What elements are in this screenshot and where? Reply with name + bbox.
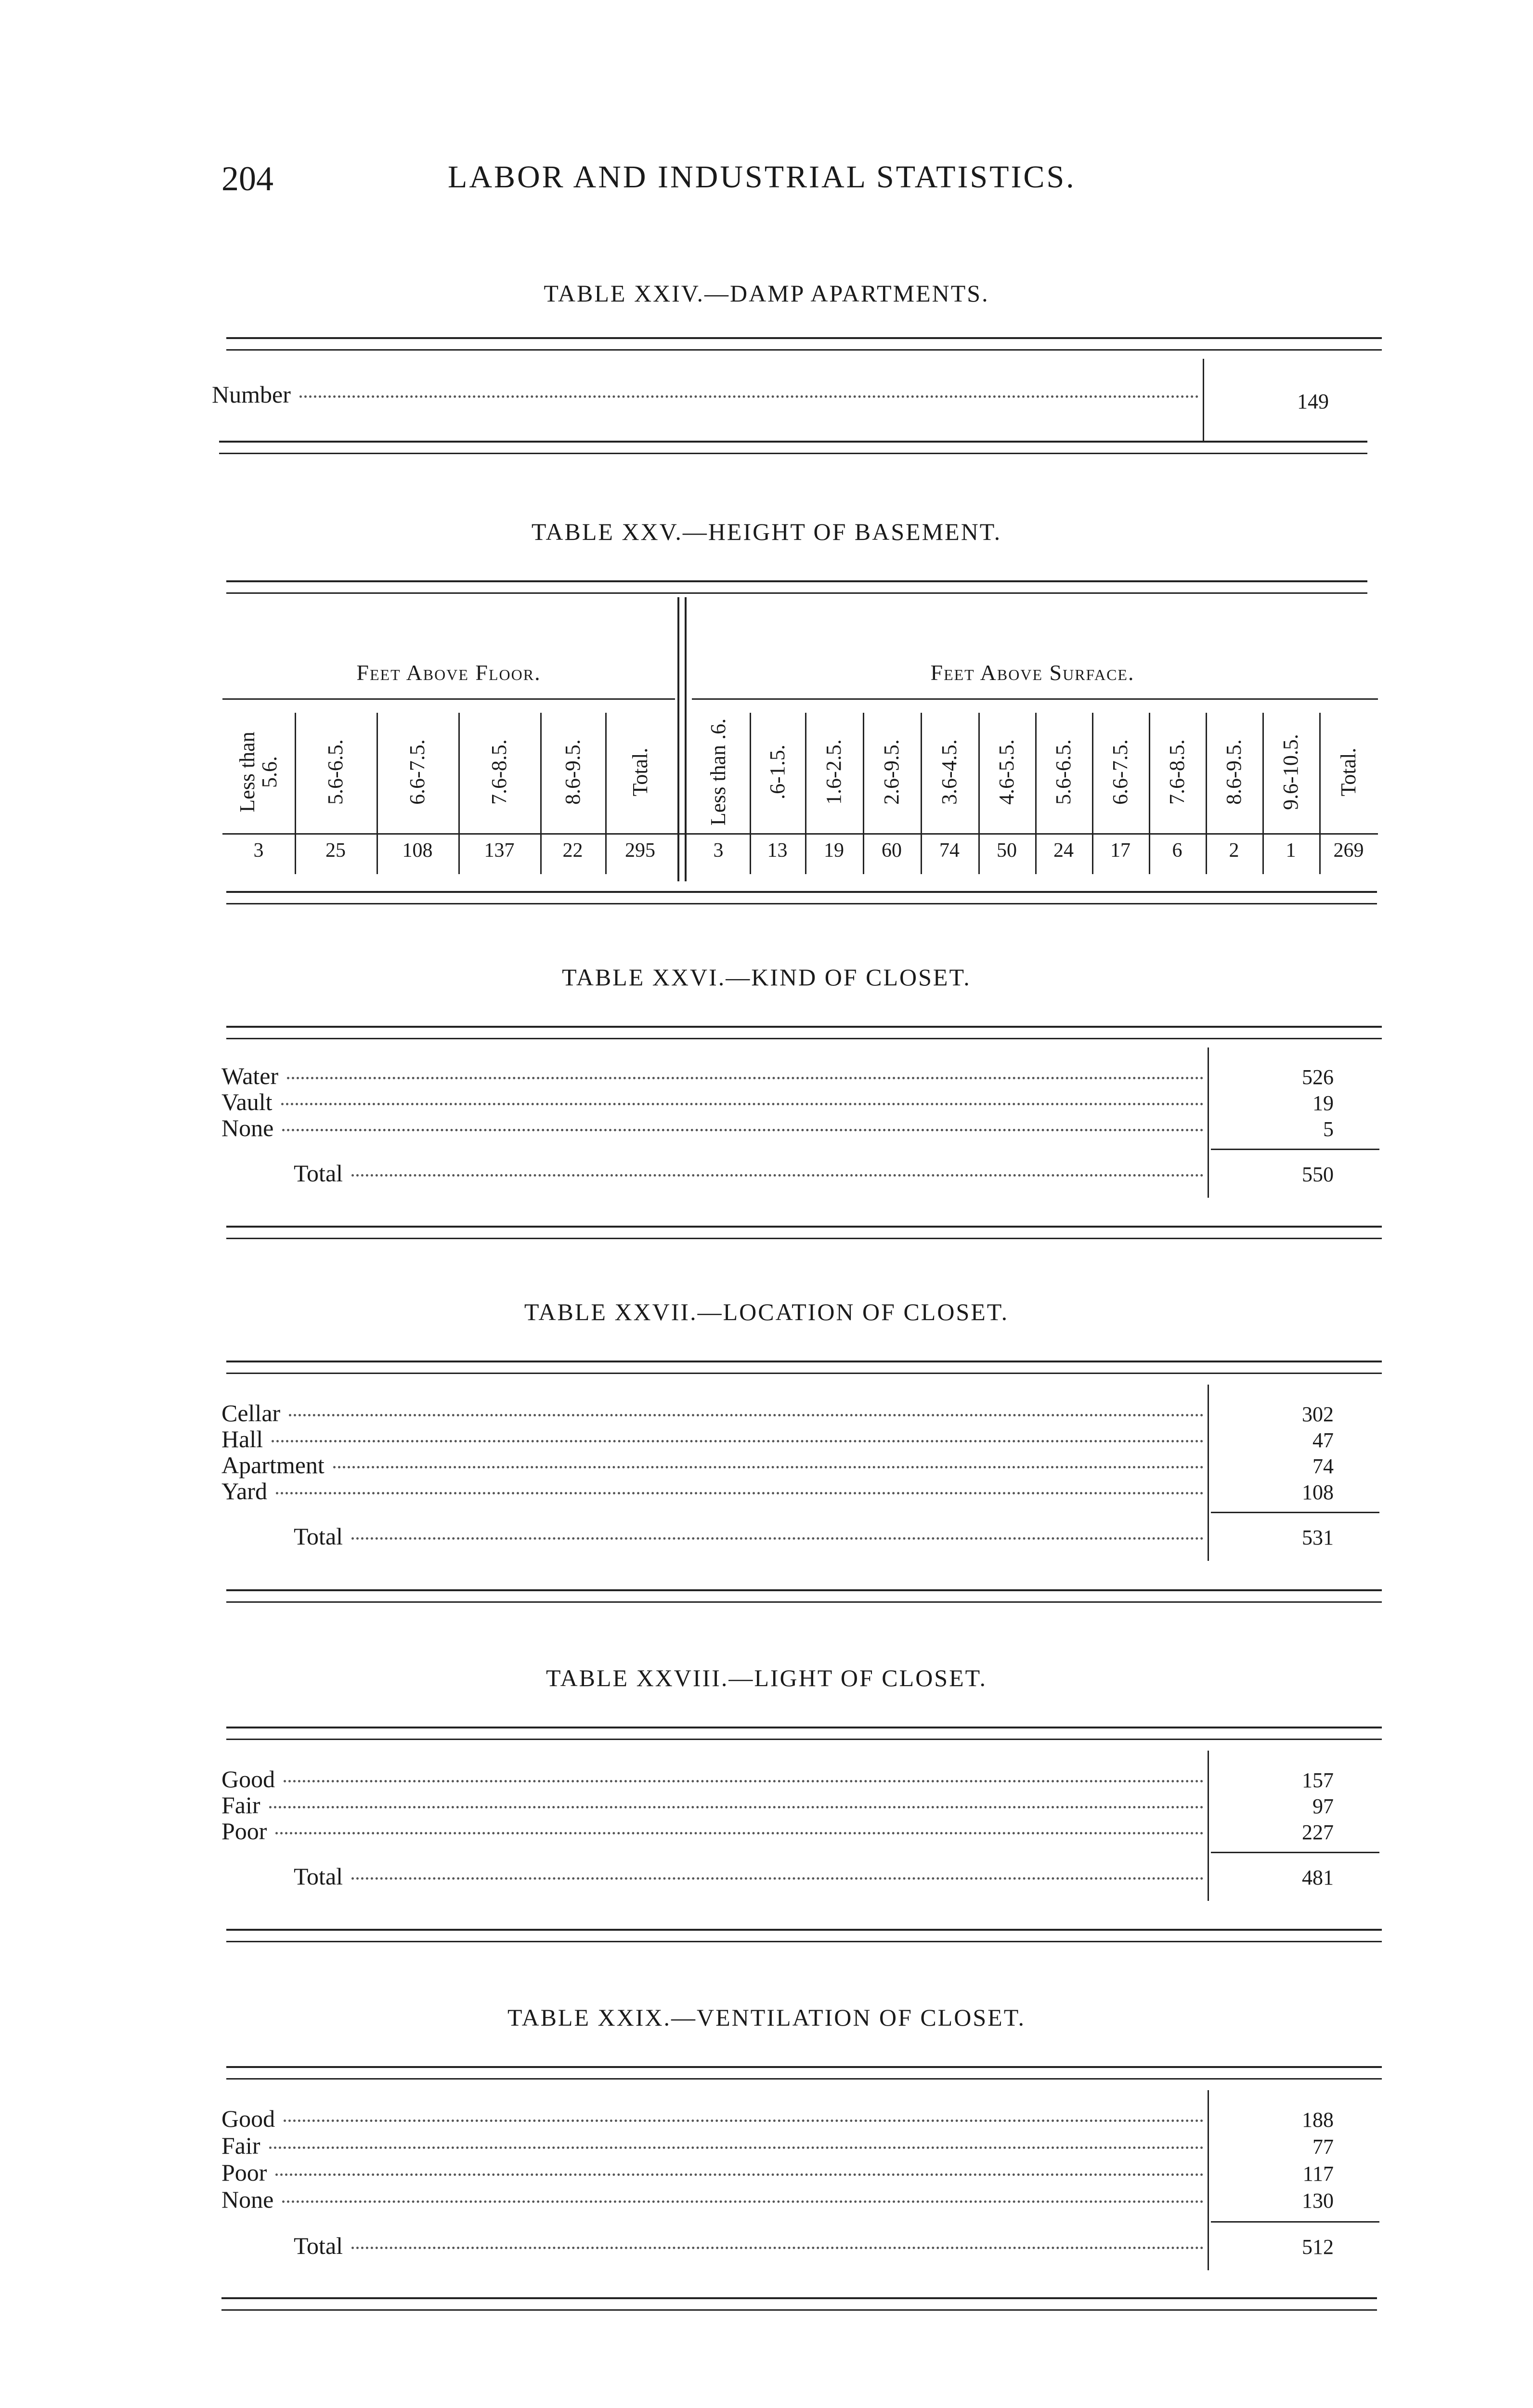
leader-dots <box>289 1414 1204 1416</box>
table-xxix-bottom-rule <box>221 2297 1377 2299</box>
table-xxvii-row-value: 302 <box>1302 1402 1334 1426</box>
table-xxvi-row <box>221 1062 1204 1090</box>
surface-column-head <box>921 713 978 831</box>
surface-column-head-label: 5.6-6.5. <box>1052 739 1075 805</box>
table-xxvii-bottom-rule <box>226 1589 1382 1591</box>
table-xxvi-total-row <box>294 1159 1204 1187</box>
surface-cell-value: 50 <box>997 839 1017 862</box>
table-xxix-row-value: 117 <box>1302 2162 1334 2186</box>
surface-column-head <box>1262 713 1319 831</box>
table-xxv-bottom-rule <box>226 891 1377 893</box>
leader-dots <box>287 1077 1204 1079</box>
floor-column-head <box>222 713 295 831</box>
leader-dots <box>272 1440 1204 1442</box>
group-rule-floor <box>222 698 675 700</box>
table-xxvi-bottom-rule <box>226 1226 1382 1228</box>
floor-cell-value: 137 <box>484 839 515 862</box>
table-xxviii-top-rule-2 <box>226 1739 1382 1740</box>
leader-dots <box>351 2247 1204 2249</box>
table-xxix-caption: TABLE XXIX.—VENTILATION OF CLOSET. <box>507 2004 1026 2031</box>
leader-dots <box>282 1129 1204 1131</box>
surface-cell-value: 269 <box>1333 839 1364 862</box>
surface-cell-value: 74 <box>939 839 960 862</box>
row-label: Vault <box>221 1088 273 1115</box>
floor-column-head-label: Total. <box>628 747 652 796</box>
surface-column-head <box>1035 713 1092 831</box>
floor-column-rule <box>458 713 460 874</box>
floor-column-head-label: 5.6-6.5. <box>324 739 347 805</box>
surface-column-rule <box>1319 713 1321 874</box>
running-head <box>221 159 1425 202</box>
table-xxvi-sum-rule <box>1211 1149 1379 1150</box>
table-xxvii-row <box>221 1477 1204 1505</box>
leader-dots <box>269 2146 1204 2149</box>
surface-column-head <box>1149 713 1206 831</box>
table-xxviii-row <box>221 1791 1204 1819</box>
surface-column-head-label: 3.6-4.5. <box>937 739 961 805</box>
leader-dots <box>269 1806 1204 1808</box>
group-divider-2 <box>685 597 687 881</box>
table-xxvii-bottom-rule-2 <box>226 1601 1382 1603</box>
floor-column-rule <box>605 713 607 874</box>
table-xxviii-total-value: 481 <box>1302 1866 1334 1889</box>
table-xxvii-row-value: 108 <box>1302 1480 1334 1504</box>
surface-cell-value: 60 <box>882 839 902 862</box>
leader-dots <box>299 395 1199 398</box>
floor-column-head <box>377 713 458 831</box>
surface-column-head <box>687 713 750 831</box>
table-xxvi-row-value: 19 <box>1312 1091 1334 1115</box>
leader-dots <box>275 2173 1204 2176</box>
table-xxvi-caption: TABLE XXVI.—KIND OF CLOSET. <box>562 964 971 991</box>
group-head-surface: Feet Above Surface. <box>930 660 1135 685</box>
page-number: 204 <box>221 159 273 198</box>
surface-cell-value: 24 <box>1053 839 1074 862</box>
table-xxviii-top-rule <box>226 1727 1382 1728</box>
surface-column-head-label: Total. <box>1337 747 1360 796</box>
table-xxix-row-value: 77 <box>1312 2135 1334 2159</box>
floor-column-rule <box>540 713 542 874</box>
leader-dots <box>351 1537 1204 1540</box>
table-xxvi-row-value: 526 <box>1302 1065 1334 1089</box>
table-xxiv-value: 149 <box>1297 390 1329 413</box>
table-xxiv-caption: TABLE XXIV.—DAMP APARTMENTS. <box>544 280 989 307</box>
surface-cell-value: 3 <box>713 839 724 862</box>
row-label: Good <box>221 2105 275 2132</box>
table-xxix-row <box>221 2159 1204 2186</box>
surface-column-rule <box>1035 713 1037 874</box>
leader-dots <box>351 1174 1204 1177</box>
table-xxvii-row <box>221 1425 1204 1453</box>
table-xxviii-bottom-rule <box>226 1929 1382 1931</box>
table-xxix-sum-rule <box>1211 2221 1379 2223</box>
surface-column-head <box>1092 713 1149 831</box>
table-xxviii-total-row <box>294 1862 1204 1890</box>
table-xxvi-top-rule-2 <box>226 1038 1382 1039</box>
row-label: Poor <box>221 2159 267 2186</box>
surface-column-head-label: 9.6-10.5. <box>1279 733 1302 810</box>
table-xxvi-bottom-rule-2 <box>226 1238 1382 1239</box>
table-xxv-bottom-rule-2 <box>226 903 1377 904</box>
table-xxvi-divider <box>1208 1047 1209 1198</box>
row-label: Cellar <box>221 1400 281 1426</box>
surface-column-head <box>805 713 863 831</box>
surface-column-head <box>1206 713 1262 831</box>
table-xxv-top-rule-2 <box>226 592 1367 594</box>
surface-cell-value: 1 <box>1286 839 1296 862</box>
table-xxvii-total-value: 531 <box>1302 1526 1334 1549</box>
table-xxv-top-rule <box>226 580 1367 582</box>
row-label: Number <box>212 381 291 408</box>
surface-cell-value: 13 <box>767 839 788 862</box>
floor-column-rule <box>295 713 296 874</box>
table-xxviii-divider <box>1208 1751 1209 1901</box>
surface-column-head-label: 7.6-8.5. <box>1165 739 1189 805</box>
table-xxiv-row <box>212 380 1199 408</box>
table-xxix-row-value: 130 <box>1302 2189 1334 2212</box>
surface-column-head-label: Less than .6. <box>706 718 730 825</box>
floor-column-head <box>295 713 377 831</box>
leader-dots <box>282 2200 1204 2203</box>
total-label: Total <box>294 2232 343 2259</box>
surface-column-head <box>1319 713 1378 831</box>
table-xxix-row <box>221 2105 1204 2133</box>
table-xxiv-top-rule-2 <box>226 349 1382 351</box>
table-xxviii-row-value: 157 <box>1302 1768 1334 1792</box>
table-xxvi-row <box>221 1114 1204 1142</box>
table-xxix-total-row <box>294 2232 1204 2260</box>
table-xxvii-row <box>221 1451 1204 1479</box>
surface-cell-value: 17 <box>1110 839 1130 862</box>
table-xxvi-row-value: 5 <box>1323 1117 1334 1141</box>
table-xxix-row <box>221 2132 1204 2159</box>
surface-column-rule <box>921 713 922 874</box>
surface-column-rule <box>978 713 980 874</box>
table-xxvii-caption: TABLE XXVII.—LOCATION OF CLOSET. <box>524 1298 1009 1325</box>
surface-column-head-label: 2.6-9.5. <box>880 739 903 805</box>
row-label: None <box>221 1114 274 1141</box>
table-xxv-grid <box>222 660 1378 877</box>
table-xxvi-total-value: 550 <box>1302 1163 1334 1186</box>
table-xxviii-row-value: 227 <box>1302 1820 1334 1844</box>
row-label: Water <box>221 1062 279 1089</box>
floor-column-head-label: 6.6-7.5. <box>405 739 429 805</box>
surface-column-head-label: 6.6-7.5. <box>1108 739 1132 805</box>
group-head-floor: Feet Above Floor. <box>356 660 541 685</box>
surface-column-head-label: 8.6-9.5. <box>1222 739 1246 805</box>
leader-dots <box>276 1492 1204 1494</box>
surface-column-head-label: 1.6-2.5. <box>822 739 845 805</box>
header-bottom-rule <box>222 833 1378 835</box>
table-xxvii-row-value: 74 <box>1312 1454 1334 1478</box>
surface-column-rule <box>750 713 751 874</box>
floor-column-head <box>605 713 675 831</box>
table-xxiv-bottom-rule <box>219 441 1367 443</box>
table-xxiv-divider <box>1203 359 1204 441</box>
table-xxv-caption: TABLE XXV.—HEIGHT OF BASEMENT. <box>531 518 1002 545</box>
table-xxvii-divider <box>1208 1385 1209 1561</box>
table-xxvii-top-rule-2 <box>226 1373 1382 1374</box>
table-xxix-bottom-rule-2 <box>221 2309 1377 2311</box>
table-xxiv-bottom-rule-2 <box>219 453 1367 454</box>
table-xxvi-row <box>221 1088 1204 1116</box>
table-xxvi-top-rule <box>226 1026 1382 1028</box>
total-label: Total <box>294 1863 343 1890</box>
table-xxvii-row <box>221 1399 1204 1427</box>
table-xxix-divider <box>1208 2090 1209 2270</box>
floor-column-head-label: 7.6-8.5. <box>487 739 511 805</box>
table-xxviii-row <box>221 1765 1204 1793</box>
group-rule-surface <box>692 698 1378 700</box>
total-label: Total <box>294 1523 343 1550</box>
leader-dots <box>284 2120 1204 2122</box>
row-label: None <box>221 2186 274 2213</box>
table-xxvii-sum-rule <box>1211 1512 1379 1513</box>
floor-cell-value: 22 <box>562 839 583 862</box>
table-xxix-total-value: 512 <box>1302 2235 1334 2259</box>
surface-column-rule <box>1149 713 1150 874</box>
floor-column-head <box>458 713 540 831</box>
row-label: Poor <box>221 1818 267 1845</box>
floor-cell-value: 108 <box>402 839 433 862</box>
surface-cell-value: 19 <box>824 839 844 862</box>
table-xxviii-bottom-rule-2 <box>226 1941 1382 1942</box>
leader-dots <box>281 1103 1204 1105</box>
group-divider-1 <box>677 597 679 881</box>
surface-column-rule <box>863 713 864 874</box>
surface-column-head-label: .6-1.5. <box>765 744 789 799</box>
table-xxviii-row <box>221 1817 1204 1845</box>
table-xxviii-sum-rule <box>1211 1852 1379 1853</box>
row-label: Fair <box>221 1792 260 1819</box>
floor-column-rule <box>377 713 378 874</box>
total-label: Total <box>294 1160 343 1187</box>
row-label: Fair <box>221 2132 260 2159</box>
row-label: Hall <box>221 1426 263 1453</box>
table-xxix-row <box>221 2186 1204 2213</box>
row-label: Good <box>221 1766 275 1793</box>
floor-column-head-label: 8.6-9.5. <box>560 739 585 805</box>
surface-cell-value: 6 <box>1172 839 1182 862</box>
table-xxvii-row-value: 47 <box>1312 1428 1334 1452</box>
table-xxix-top-rule-2 <box>226 2078 1382 2080</box>
floor-cell-value: 295 <box>625 839 655 862</box>
floor-cell-value: 3 <box>253 839 264 862</box>
leader-dots <box>351 1877 1204 1880</box>
running-head-title: LABOR AND INDUSTRIAL STATISTICS. <box>448 159 1076 195</box>
surface-column-head-label: 4.6-5.5. <box>995 739 1018 805</box>
surface-column-head <box>863 713 921 831</box>
table-xxviii-row-value: 97 <box>1312 1794 1334 1818</box>
table-xxvii-top-rule <box>226 1361 1382 1362</box>
surface-column-head <box>750 713 805 831</box>
row-label: Apartment <box>221 1452 325 1479</box>
surface-column-rule <box>805 713 806 874</box>
surface-column-rule <box>1262 713 1264 874</box>
table-xxviii-caption: TABLE XXVIII.—LIGHT OF CLOSET. <box>546 1664 987 1691</box>
table-xxvii-total-row <box>294 1522 1204 1550</box>
row-label: Yard <box>221 1478 267 1505</box>
floor-column-head-label: Less than 5.6. <box>235 731 281 812</box>
leader-dots <box>275 1832 1204 1834</box>
table-xxix-row-value: 188 <box>1302 2108 1334 2132</box>
surface-column-rule <box>1092 713 1093 874</box>
floor-cell-value: 25 <box>325 839 346 862</box>
floor-column-head <box>540 713 605 831</box>
table-xxiv-top-rule <box>226 337 1382 339</box>
surface-column-head <box>978 713 1035 831</box>
leader-dots <box>284 1780 1204 1782</box>
surface-cell-value: 2 <box>1229 839 1239 862</box>
table-xxix-top-rule <box>226 2066 1382 2068</box>
leader-dots <box>333 1466 1204 1468</box>
surface-column-rule <box>1206 713 1207 874</box>
